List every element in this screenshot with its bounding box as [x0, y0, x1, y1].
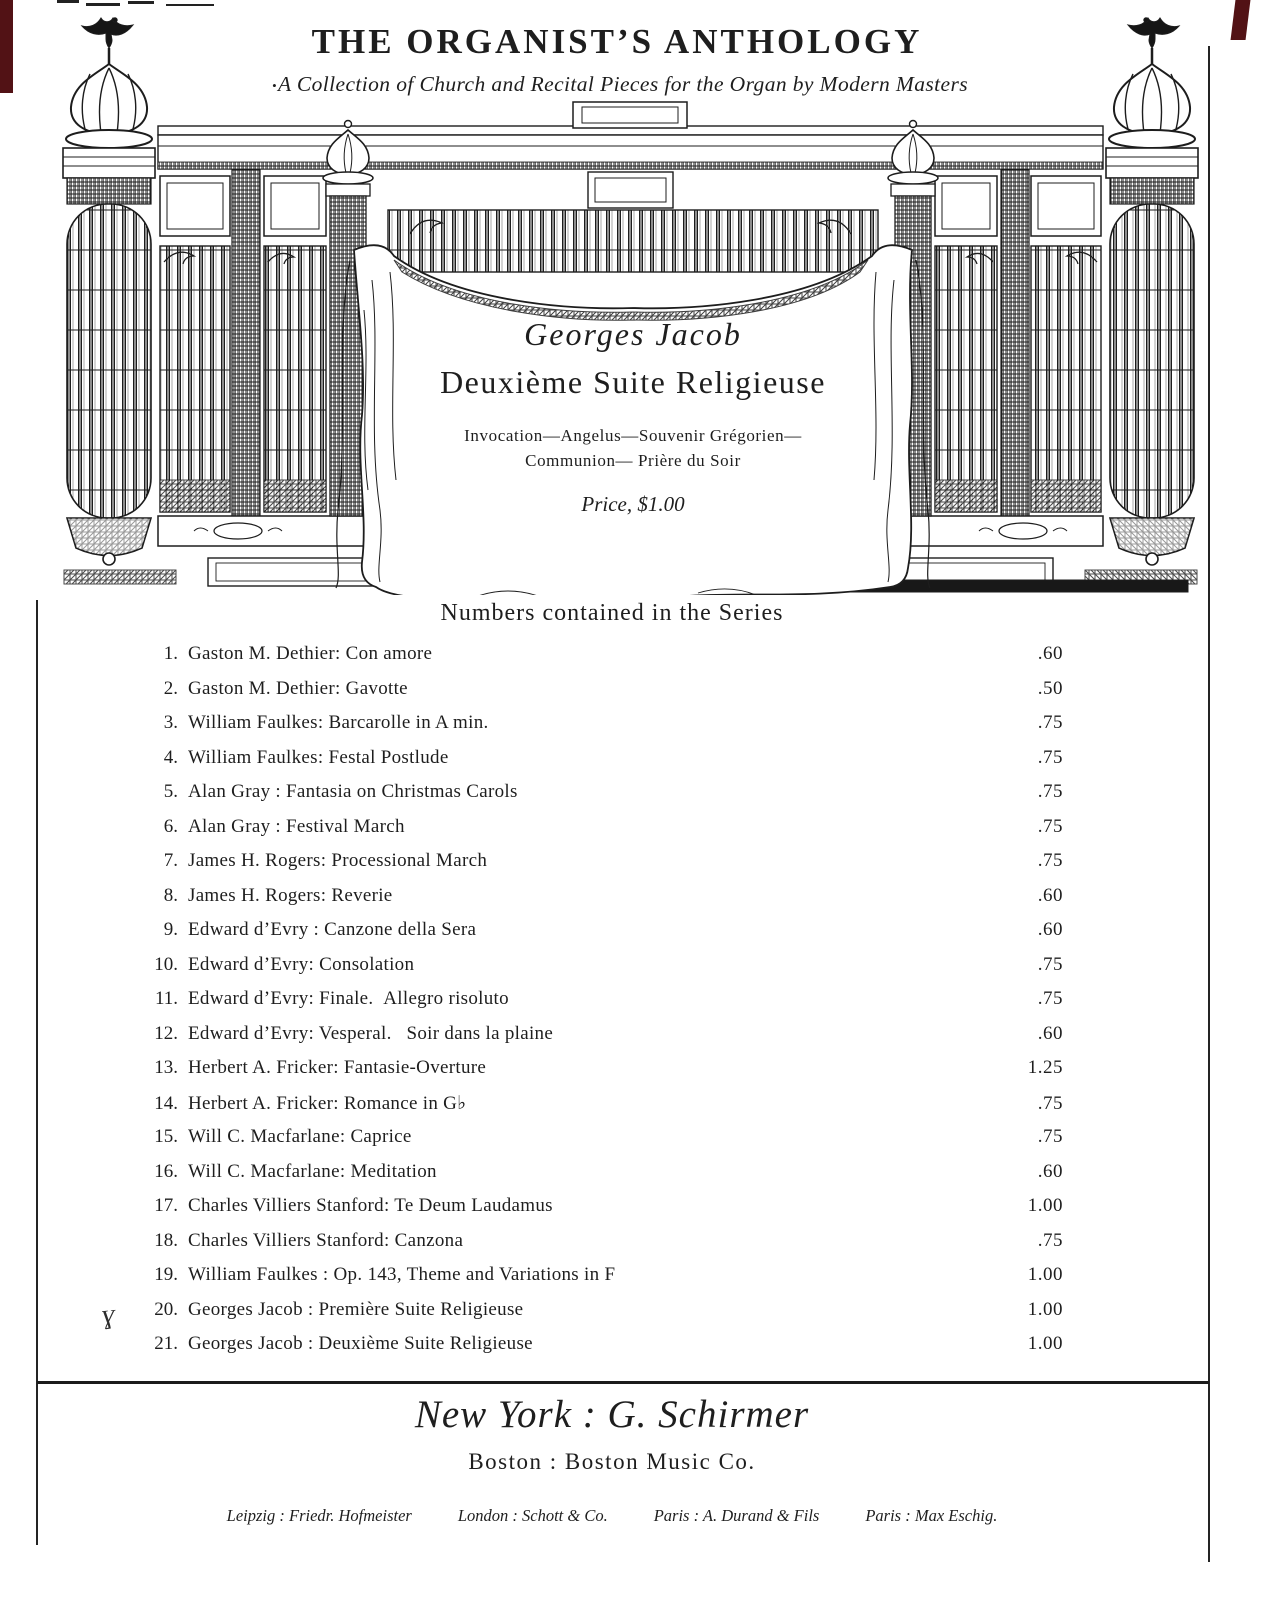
series-item: [104, 678, 1063, 713]
series-item: [104, 712, 1063, 747]
series-item: [104, 1057, 1063, 1092]
series-item: [104, 1023, 1063, 1058]
item-title: Edward d’Evry : Canzone della Sera: [188, 919, 477, 940]
series-item: [104, 1230, 1063, 1265]
item-number: 1.: [163, 643, 178, 664]
item-number: 12.: [154, 1022, 178, 1044]
item-title: William Faulkes : Op. 143, Theme and Variations in F: [188, 1264, 616, 1285]
cartouche-ornament-icon: [214, 523, 262, 539]
agent-paris-durand: Paris : A. Durand & Fils: [653, 1506, 820, 1525]
item-price: .75: [1037, 1126, 1063, 1147]
item-title: Charles Villiers Stanford: Te Deum Laudamus: [188, 1195, 553, 1216]
series-item: [104, 1195, 1063, 1230]
publisher-agents: [0, 1506, 1224, 1526]
item-title: Herbert A. Fricker: Romance in G♭: [188, 1092, 467, 1114]
item-price: .50: [1037, 677, 1063, 699]
item-title: Georges Jacob : Deuxième Suite Religieuse: [188, 1333, 533, 1354]
item-number: 9.: [163, 919, 178, 940]
movements-line1: Invocation—Angelus—Souvenir Grégorien—: [464, 426, 802, 445]
series-heading: Numbers contained in the Series: [440, 600, 784, 626]
item-number: 18.: [154, 1229, 178, 1251]
item-number: 10.: [154, 953, 178, 975]
item-number: 4.: [163, 746, 178, 768]
item-number: 7.: [163, 850, 178, 871]
series-item: [104, 816, 1063, 851]
item-price: .60: [1037, 643, 1063, 664]
series-item: [104, 1333, 1063, 1368]
series-item: [100, 1297, 1063, 1334]
scan-dash-artifact: [86, 3, 120, 6]
item-title: William Faulkes: Barcarolle in A min.: [188, 712, 489, 733]
item-price: .60: [1037, 1022, 1063, 1044]
item-number: 3.: [163, 712, 178, 733]
page-subtitle-text: A Collection of Church and Recital Pieces for the Organ by Modern Masters: [277, 72, 968, 96]
item-price: .75: [1037, 815, 1063, 837]
item-number: 17.: [154, 1195, 178, 1216]
series-item: [104, 1126, 1063, 1161]
item-title: James H. Rogers: Processional March: [188, 850, 488, 871]
item-price: .60: [1037, 919, 1063, 940]
agent-london: London : Schott & Co.: [457, 1506, 608, 1525]
series-item: [104, 919, 1063, 954]
scan-dash-artifact: [128, 1, 154, 4]
movements-line2: Communion— Prière du Soir: [525, 451, 741, 470]
cartouche-ornament-icon: [999, 523, 1047, 539]
series-item: [104, 885, 1063, 920]
item-number: 5.: [163, 781, 178, 802]
item-price: 1.00: [1027, 1195, 1063, 1216]
series-item: [104, 1264, 1063, 1299]
publisher-primary: New York : G. Schirmer: [414, 1393, 810, 1436]
item-number: 21.: [154, 1333, 178, 1354]
scan-dash-artifact: [57, 0, 79, 3]
item-price: .75: [1037, 746, 1063, 768]
item-price: 1.25: [1027, 1057, 1063, 1078]
series-list: [100, 643, 1063, 1368]
item-price: 1.00: [1027, 1333, 1063, 1354]
item-title: Gaston M. Dethier: Gavotte: [188, 677, 408, 699]
series-item: [104, 954, 1063, 989]
item-number: 19.: [154, 1264, 178, 1285]
series-item: [104, 1092, 1063, 1127]
item-title: William Faulkes: Festal Postlude: [188, 746, 449, 768]
item-number: 2.: [163, 677, 178, 699]
item-title: Edward d’Evry: Vesperal. Soir dans la plaine: [188, 1022, 554, 1044]
item-price: .75: [1037, 953, 1063, 975]
item-title: Alan Gray : Festival March: [188, 815, 405, 837]
item-price: 1.00: [1027, 1264, 1063, 1285]
item-title: Herbert A. Fricker: Fantasie-Overture: [188, 1057, 487, 1078]
banner-cloth: [336, 245, 930, 595]
page-border-right: [1208, 46, 1210, 1562]
item-number: 20.: [154, 1298, 178, 1320]
publisher-secondary: Boston : Boston Music Co.: [468, 1449, 756, 1474]
item-title: Will C. Macfarlane: Caprice: [188, 1126, 412, 1147]
item-number: 13.: [154, 1057, 178, 1078]
scan-dash-artifact: [166, 4, 214, 6]
agent-paris-eschig: Paris : Max Eschig.: [865, 1506, 998, 1525]
item-number: 6.: [163, 815, 178, 837]
item-title: Will C. Macfarlane: Meditation: [188, 1160, 437, 1182]
item-price: .75: [1037, 988, 1063, 1009]
item-price: .60: [1037, 1160, 1063, 1182]
item-title: Alan Gray : Fantasia on Christmas Carols: [188, 781, 518, 802]
item-number: 11.: [154, 988, 178, 1009]
series-item: [104, 1161, 1063, 1196]
item-price: .60: [1037, 884, 1063, 906]
series-item: [104, 747, 1063, 782]
composer-name: Georges Jacob: [524, 316, 742, 352]
series-item: [104, 781, 1063, 816]
item-title: James H. Rogers: Reverie: [188, 884, 393, 906]
series-item: [104, 850, 1063, 885]
item-price: .75: [1037, 1229, 1063, 1251]
page-title: THE ORGANIST’S ANTHOLOGY: [311, 22, 923, 61]
item-price: .75: [1037, 781, 1063, 802]
item-price: .75: [1037, 712, 1063, 733]
item-title: Georges Jacob : Première Suite Religieuse: [188, 1298, 524, 1320]
series-item: [104, 643, 1063, 678]
footer-rule: [37, 1381, 1209, 1384]
item-number: 16.: [154, 1160, 178, 1182]
item-number: 8.: [163, 884, 178, 906]
agent-leipzig: Leipzig : Friedr. Hofmeister: [226, 1506, 412, 1525]
item-title: Edward d’Evry: Consolation: [188, 953, 415, 975]
series-item: [104, 988, 1063, 1023]
item-price: .75: [1037, 1092, 1063, 1114]
item-number: 15.: [154, 1126, 178, 1147]
item-price: .75: [1037, 850, 1063, 871]
pencil-checkmark: ɣ: [100, 1297, 117, 1330]
price-line: Price, $1.00: [581, 492, 685, 516]
item-number: 14.: [154, 1092, 178, 1114]
item-title: Gaston M. Dethier: Con amore: [188, 643, 433, 664]
item-title: Edward d’Evry: Finale. Allegro risoluto: [188, 988, 509, 1009]
item-price: 1.00: [1027, 1298, 1063, 1320]
item-title: Charles Villiers Stanford: Canzona: [188, 1229, 464, 1251]
work-title: Deuxième Suite Religieuse: [440, 364, 826, 400]
leaf-ornament-icon: •: [272, 78, 277, 93]
